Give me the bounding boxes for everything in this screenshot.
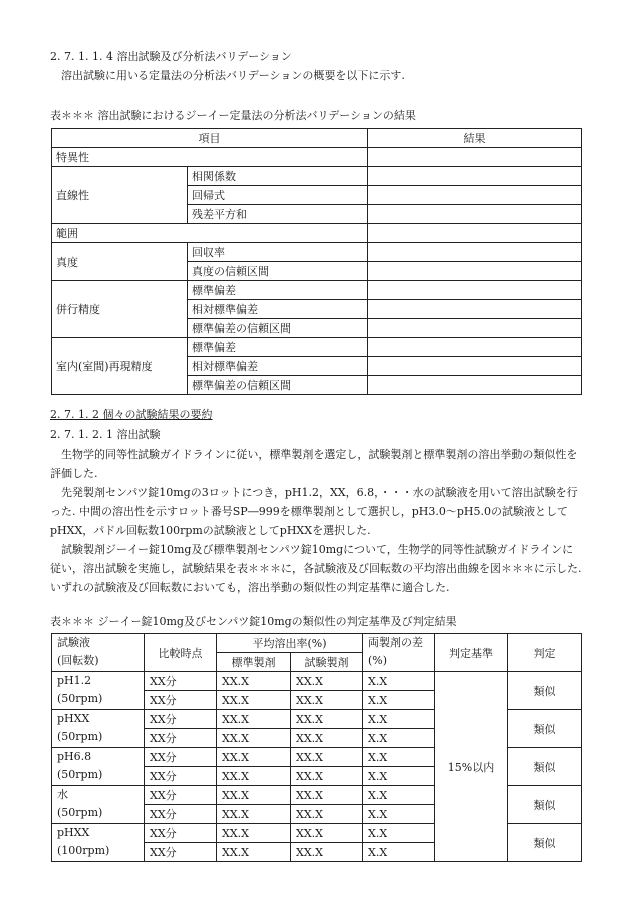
summary-paragraph-3: 試験製剤ジーイー錠10mg及び標準製剤センパツ錠10mgについて，生物学的同等性試験ガイドラインに従い，溶出試験を実施し，試験結果を表＊＊＊に，各試験液及び回転数の平均溶出曲線を図＊＊＊に示した. いずれの試験液及び回転数においても，溶出挙動の類似性の判定基準に適合した.	[50, 543, 582, 594]
result-cell	[368, 205, 582, 224]
judge-cell: 類似	[508, 786, 582, 824]
std-cell: XX.X	[217, 805, 291, 824]
diff-cell: X.X	[363, 729, 435, 748]
result-cell	[368, 357, 582, 376]
group-repeatability: 併行精度	[52, 281, 188, 338]
test-cell: XX.X	[291, 691, 363, 710]
diff-cell: X.X	[363, 805, 435, 824]
diff-cell: X.X	[363, 786, 435, 805]
header-time: 比較時点	[145, 634, 217, 672]
validation-table	[51, 128, 582, 395]
result-cell	[368, 262, 582, 281]
judge-cell: 類似	[508, 748, 582, 786]
section-heading: 2. 7. 1. 1. 4 溶出試験及び分析法バリデーション	[50, 50, 292, 63]
result-cell	[368, 281, 582, 300]
header-item: 項目	[52, 129, 368, 148]
std-cell: XX.X	[217, 691, 291, 710]
row-specificity: 特異性	[52, 148, 368, 167]
time-cell: XX分	[145, 805, 217, 824]
intermediate-item: 標準偏差	[188, 338, 368, 357]
table1-caption: 表＊＊＊ 溶出試験におけるジーイー定量法の分析法バリデーションの結果	[50, 109, 416, 122]
section-intro: 溶出試験に用いる定量法の分析法バリデーションの概要を以下に示す.	[61, 69, 405, 82]
test-cell: XX.X	[291, 843, 363, 862]
linearity-item: 回帰式	[188, 186, 368, 205]
accuracy-item: 回収率	[188, 243, 368, 262]
header-criteria: 判定基準	[435, 634, 508, 672]
std-cell: XX.X	[217, 824, 291, 843]
repeatability-item: 相対標準偏差	[188, 300, 368, 319]
diff-cell: X.X	[363, 748, 435, 767]
std-cell: XX.X	[217, 710, 291, 729]
summary-body	[50, 445, 582, 597]
group-intermediate: 室内(室間)再現精度	[52, 338, 188, 395]
result-cell	[368, 376, 582, 395]
linearity-item: 相関係数	[188, 167, 368, 186]
repeatability-item: 標準偏差	[188, 281, 368, 300]
test-cell: XX.X	[291, 824, 363, 843]
time-cell: XX分	[145, 748, 217, 767]
time-cell: XX分	[145, 786, 217, 805]
diff-cell: X.X	[363, 710, 435, 729]
liquid-cell: pH6.8 (50rpm)	[52, 748, 145, 786]
std-cell: XX.X	[217, 786, 291, 805]
summary-paragraph-2: 先発製剤センパツ錠10mgの3ロットにつき，pH1.2，XX，6.8，・・・水の試験液を用いて溶出試験を行った. 中間の溶出性を示すロット番号SP―999を標準製剤として選択し，pH3.0～pH5.0の試験液としてpHXX，パドル回転数100rpmの試験液としてpHXXを選択した.	[50, 486, 578, 537]
summary-subheading: 2. 7. 1. 2. 1 溶出試験	[50, 428, 161, 441]
intermediate-item: 相対標準偏差	[188, 357, 368, 376]
table2-caption: 表＊＊＊ ジーイー錠10mg及びセンパツ錠10mgの類似性の判定基準及び判定結果	[50, 615, 457, 628]
header-test: 試験製剤	[291, 653, 363, 672]
std-cell: XX.X	[217, 748, 291, 767]
group-linearity: 直線性	[52, 167, 188, 224]
std-cell: XX.X	[217, 767, 291, 786]
time-cell: XX分	[145, 767, 217, 786]
result-cell	[368, 167, 582, 186]
diff-cell: X.X	[363, 843, 435, 862]
time-cell: XX分	[145, 729, 217, 748]
linearity-item: 残差平方和	[188, 205, 368, 224]
header-avg: 平均溶出率(%)	[217, 634, 363, 653]
time-cell: XX分	[145, 843, 217, 862]
std-cell: XX.X	[217, 672, 291, 691]
test-cell: XX.X	[291, 729, 363, 748]
liquid-cell: pH1.2 (50rpm)	[52, 672, 145, 710]
time-cell: XX分	[145, 824, 217, 843]
liquid-cell: 水 (50rpm)	[52, 786, 145, 824]
time-cell: XX分	[145, 672, 217, 691]
test-cell: XX.X	[291, 767, 363, 786]
summary-heading: 2. 7. 1. 2 個々の試験結果の要約	[50, 408, 213, 421]
result-cell	[368, 338, 582, 357]
std-cell: XX.X	[217, 729, 291, 748]
repeatability-item: 標準偏差の信頼区間	[188, 319, 368, 338]
group-accuracy: 真度	[52, 243, 188, 281]
result-cell	[368, 243, 582, 262]
header-diff: 両製剤の差 (%)	[363, 634, 435, 672]
time-cell: XX分	[145, 691, 217, 710]
test-cell: XX.X	[291, 786, 363, 805]
liquid-cell: pHXX (100rpm)	[52, 824, 145, 862]
summary-paragraph-1: 生物学的同等性試験ガイドラインに従い，標準製剤を選定し，試験製剤と標準製剤の溶出挙動の類似性を評価した.	[50, 448, 578, 480]
header-std: 標準製剤	[217, 653, 291, 672]
test-cell: XX.X	[291, 710, 363, 729]
test-cell: XX.X	[291, 805, 363, 824]
header-liquid: 試験液 (回転数)	[52, 634, 145, 672]
judge-cell: 類似	[508, 710, 582, 748]
header-result: 結果	[368, 129, 582, 148]
std-cell: XX.X	[217, 843, 291, 862]
accuracy-item: 真度の信頼区間	[188, 262, 368, 281]
criteria-cell: 15%以内	[435, 672, 508, 862]
result-cell	[368, 319, 582, 338]
result-cell	[368, 224, 582, 243]
test-cell: XX.X	[291, 672, 363, 691]
intermediate-item: 標準偏差の信頼区間	[188, 376, 368, 395]
diff-cell: X.X	[363, 767, 435, 786]
result-cell	[368, 186, 582, 205]
judge-cell: 類似	[508, 824, 582, 862]
test-cell: XX.X	[291, 748, 363, 767]
header-judge: 判定	[508, 634, 582, 672]
diff-cell: X.X	[363, 824, 435, 843]
diff-cell: X.X	[363, 672, 435, 691]
similarity-table	[51, 633, 582, 862]
diff-cell: X.X	[363, 691, 435, 710]
result-cell	[368, 300, 582, 319]
time-cell: XX分	[145, 710, 217, 729]
liquid-cell: pHXX (50rpm)	[52, 710, 145, 748]
judge-cell: 類似	[508, 672, 582, 710]
result-cell	[368, 148, 582, 167]
row-range: 範囲	[52, 224, 368, 243]
